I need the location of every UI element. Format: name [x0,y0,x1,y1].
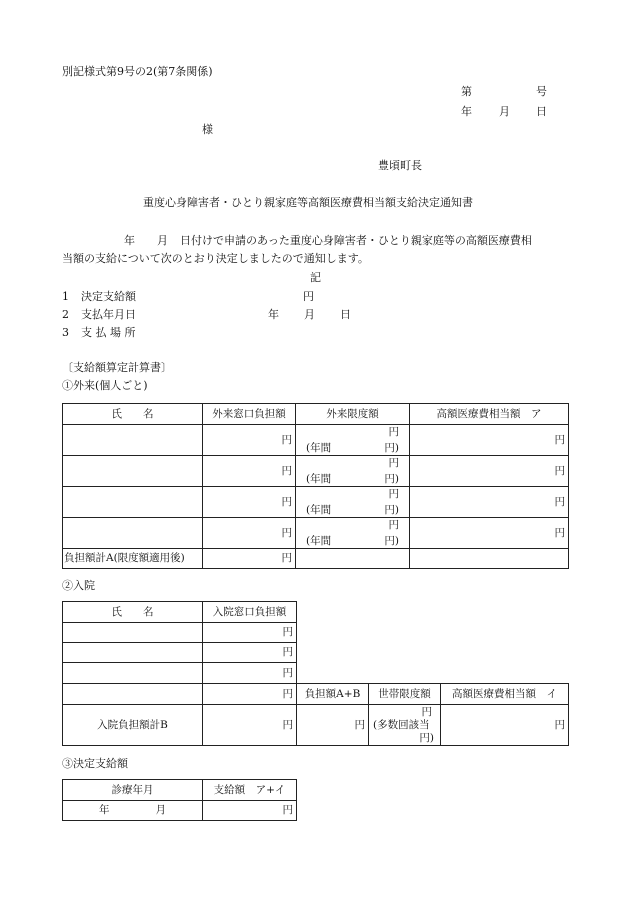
item1-label: 決定支給額 [81,290,136,303]
header-household-limit: 世帯限度額 [369,684,441,705]
name-field[interactable] [63,684,203,705]
table-row [63,456,569,487]
total-b-label: 入院負担額計B [63,705,203,746]
total-a-label: 負担額計A(限度額適用後) [63,549,203,569]
inpatient-table [62,601,297,684]
charge-cell[interactable]: 円 [203,518,296,549]
header-name: 氏 名 [63,404,203,425]
header-amount-i: 高額医療費相当額 イ [441,684,569,705]
ki-mark: 記 [310,271,321,284]
amount-a-cell[interactable]: 円 [410,518,569,549]
table-row [63,623,297,643]
name-field[interactable] [63,425,203,456]
empty-cell [410,549,569,569]
item3-label: 支 払 場 所 [81,326,136,339]
header-name: 氏 名 [63,602,203,623]
item2-year: 年 [268,308,279,321]
total-row [63,549,569,569]
inpatient-heading: ②入院 [62,579,95,592]
date-year: 年 [461,105,472,118]
amount-a-cell[interactable]: 円 [410,487,569,518]
table-row [63,663,297,684]
amount-a-cell[interactable]: 円 [410,425,569,456]
item1-no: 1 [62,290,69,303]
header-sum-ab: 負担額A+B [297,684,369,705]
item2-day: 日 [340,308,351,321]
header-amount-a: 高額医療費相当額 ア [410,404,569,425]
header-treatment-month: 診療年月 [63,780,203,801]
document-title: 重度心身障害者・ひとり親家庭等高額医療費相当額支給決定通知書 [143,196,473,209]
table-row [63,643,297,663]
table-row [63,801,297,821]
limit-cell[interactable]: 円 (年間 円) [296,518,410,549]
decision-heading: ③決定支給額 [62,757,128,770]
empty-cell [296,549,410,569]
name-field[interactable] [63,643,203,663]
charge-cell[interactable]: 円 [203,684,297,705]
limit-cell[interactable]: 円 (年間 円) [296,487,410,518]
name-field[interactable] [63,663,203,684]
charge-cell[interactable]: 円 [203,487,296,518]
total-b-cell[interactable]: 円 [203,705,297,746]
body-year: 年 [124,234,135,247]
total-row [63,705,569,746]
total-a-cell[interactable]: 円 [203,549,296,569]
name-field[interactable] [63,623,203,643]
name-field[interactable] [63,518,203,549]
item1-value: 円 [303,290,314,303]
treatment-month-cell[interactable]: 年 月 [63,801,203,821]
limit-cell[interactable]: 円 (年間 円) [296,425,410,456]
header-payment-amount: 支給額 ア+イ [203,780,297,801]
item2-no: 2 [62,308,69,321]
addressee-suffix: 様 [202,123,213,136]
charge-cell[interactable]: 円 [203,663,297,684]
charge-cell[interactable]: 円 [203,643,297,663]
table-row [63,425,569,456]
header-outpatient-charge: 外来窓口負担額 [203,404,296,425]
payment-amount-cell[interactable]: 円 [203,801,297,821]
date-day: 日 [536,105,547,118]
body-line1: 日付けで申請のあった重度心身障害者・ひとり親家庭等の高額医療費相 [180,234,532,247]
name-field[interactable] [63,456,203,487]
doc-number-prefix: 第 [461,85,472,98]
charge-cell[interactable]: 円 [203,456,296,487]
charge-cell[interactable]: 円 [203,623,297,643]
household-limit-cell[interactable]: 円 (多数回該当 円) [369,705,441,746]
decision-table [62,779,297,821]
calc-heading: 〔支給額算定計算書〕 [62,361,172,374]
item3-no: 3 [62,326,69,339]
inpatient-total-table [62,683,569,746]
charge-cell[interactable]: 円 [203,425,296,456]
sum-ab-cell[interactable]: 円 [297,705,369,746]
amount-a-cell[interactable]: 円 [410,456,569,487]
issuer: 豊頃町長 [378,159,422,172]
name-field[interactable] [63,487,203,518]
header-outpatient-limit: 外来限度額 [296,404,410,425]
outpatient-heading: ①外来(個人ごと) [62,379,148,392]
table-row [63,487,569,518]
body-line2: 当額の支給について次のとおり決定しましたので通知します。 [62,252,369,265]
limit-cell[interactable]: 円 (年間 円) [296,456,410,487]
amount-i-cell[interactable]: 円 [441,705,569,746]
form-reference: 別記様式第9号の2(第7条関係) [62,65,213,78]
doc-number-suffix: 号 [536,85,547,98]
body-month: 月 [157,234,168,247]
item2-label: 支払年月日 [81,308,136,321]
item2-month: 月 [304,308,315,321]
outpatient-table [62,403,569,569]
table-row [63,518,569,549]
header-inpatient-charge: 入院窓口負担額 [203,602,297,623]
date-month: 月 [499,105,510,118]
